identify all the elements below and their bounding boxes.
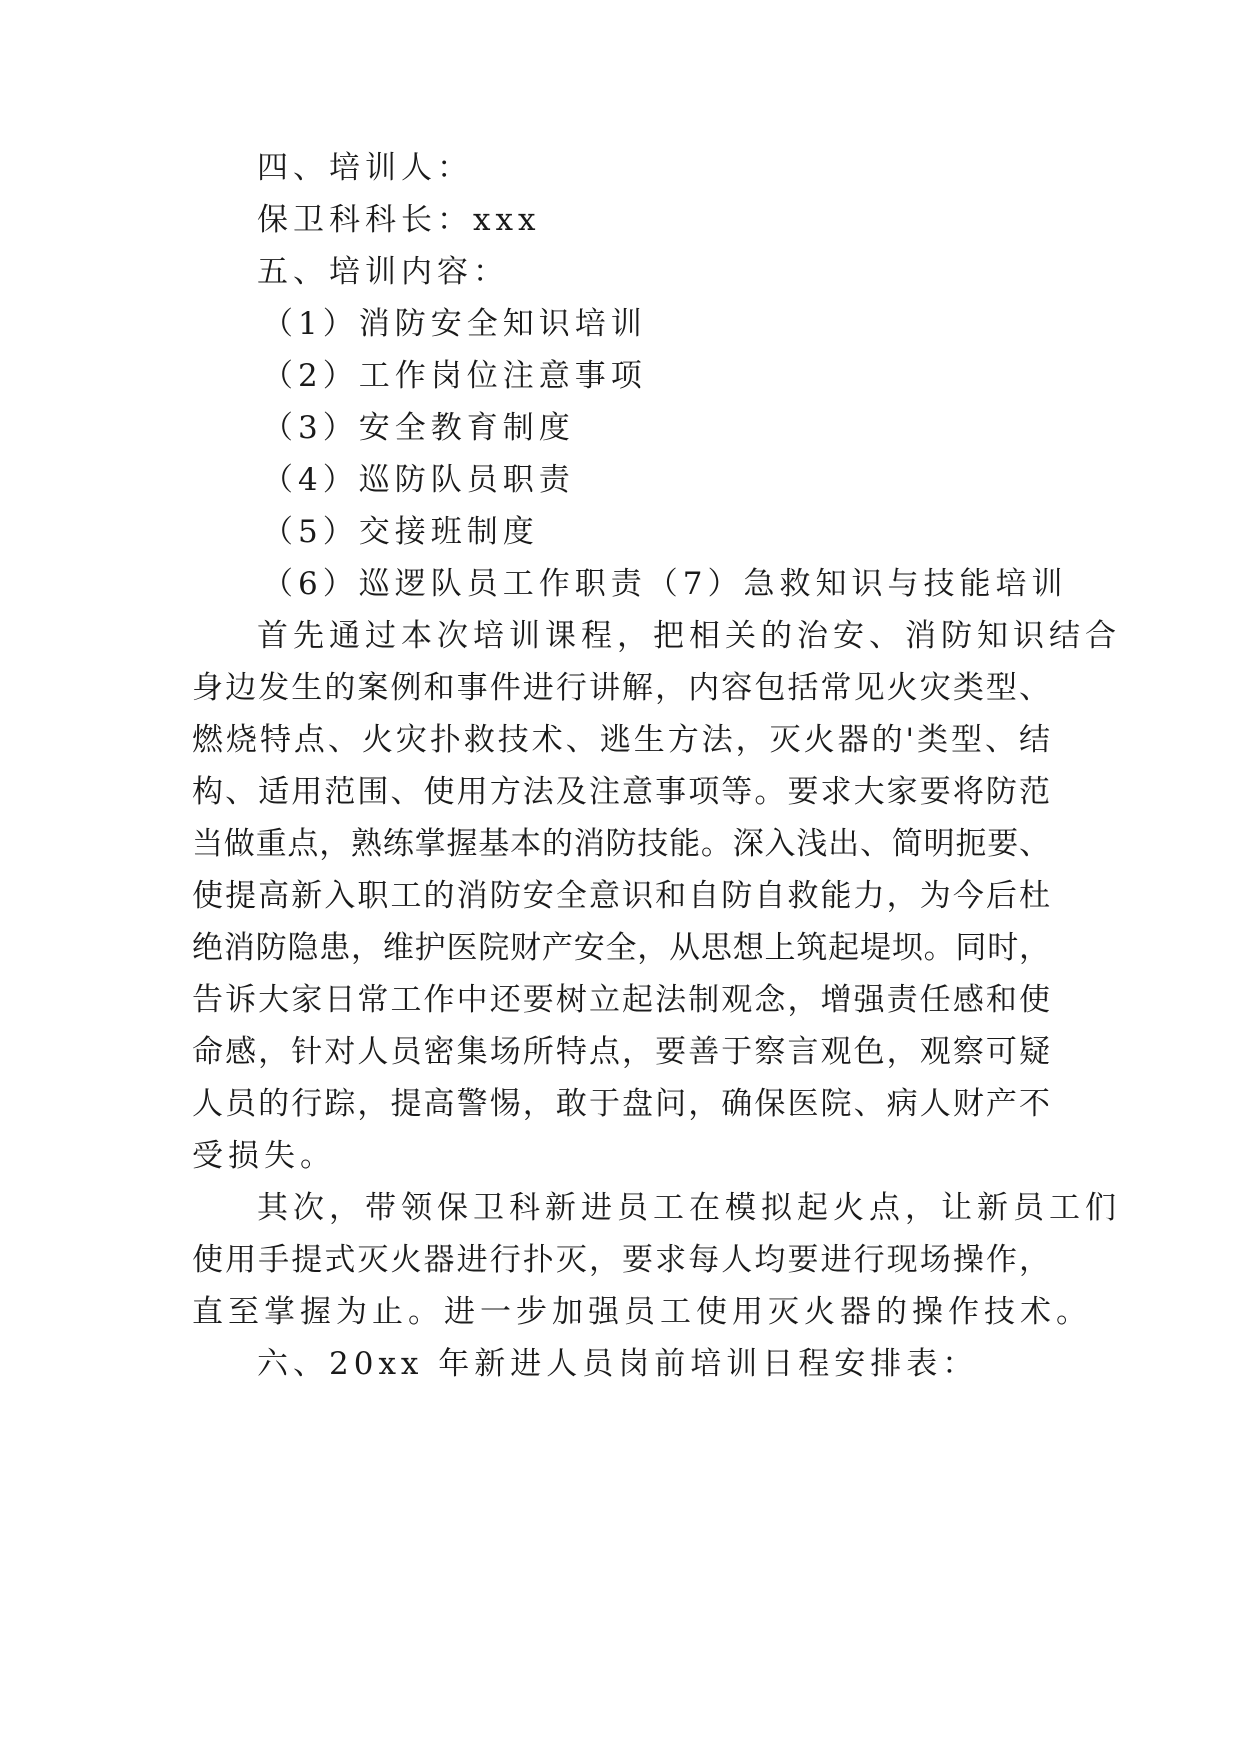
paragraph1-line-7 — [192, 928, 1050, 968]
trainer-value: 保卫科科长：xxx — [257, 202, 541, 238]
paragraph1-line-2-text: 身边发生的案例和事件进行讲解，内容包括常见火灾类型、 — [192, 670, 1050, 706]
paragraph1-line-5-text: 当做重点，熟练掌握基本的消防技能。深入浅出、简明扼要、 — [192, 826, 1050, 862]
paragraph1-line-8-text: 告诉大家日常工作中还要树立起法制观念，增强责任感和使 — [192, 982, 1050, 1018]
paragraph1-line-4 — [192, 772, 1050, 812]
paragraph1-line-10 — [192, 1084, 1050, 1124]
paragraph1-line-9-text: 命感，针对人员密集场所特点，要善于察言观色，观察可疑 — [192, 1034, 1050, 1070]
paragraph1-line-2 — [192, 668, 1050, 708]
paragraph1-line-3 — [192, 720, 1050, 760]
paragraph1-line-11: 受损失。 — [192, 1138, 336, 1174]
paragraph1-line-7-text: 绝消防隐患，维护医院财产安全，从思想上筑起堤坝。同时， — [192, 930, 1050, 966]
paragraph1-line-8 — [192, 980, 1050, 1020]
paragraph2-line-2-text: 使用手提式灭火器进行扑灭，要求每人均要进行现场操作， — [192, 1242, 1050, 1278]
paragraph1-line-10-text: 人员的行踪，提高警惕，敢于盘问，确保医院、病人财产不 — [192, 1086, 1050, 1122]
content-heading: 五、培训内容： — [257, 254, 509, 290]
content-item-1: （1）消防安全知识培训 — [262, 306, 647, 342]
content-item-3: （3）安全教育制度 — [262, 410, 575, 446]
schedule-heading: 六、20xx 年新进人员岗前培训日程安排表： — [257, 1346, 979, 1382]
paragraph1-line-4-text: 构、适用范围、使用方法及注意事项等。要求大家要将防范 — [192, 774, 1050, 810]
paragraph1-line-5 — [192, 824, 1050, 864]
paragraph1-line-3-text: 燃烧特点、火灾扑救技术、逃生方法，灭火器的'类型、结 — [192, 722, 1050, 758]
paragraph2-line-3: 直至掌握为止。进一步加强员工使用灭火器的操作技术。 — [192, 1294, 1092, 1330]
trainer-heading: 四、培训人： — [257, 150, 473, 186]
paragraph2-line-1: 其次，带领保卫科新进员工在模拟起火点，让新员工们 — [257, 1190, 1121, 1226]
content-item-6: （6）巡逻队员工作职责（7）急救知识与技能培训 — [262, 566, 1068, 602]
paragraph1-line-9 — [192, 1032, 1050, 1072]
paragraph1-line-1: 首先通过本次培训课程，把相关的治安、消防知识结合 — [257, 618, 1121, 654]
content-item-5: （5）交接班制度 — [262, 514, 539, 550]
content-item-4: （4）巡防队员职责 — [262, 462, 575, 498]
paragraph1-line-6 — [192, 876, 1050, 916]
paragraph2-line-2 — [192, 1240, 1050, 1280]
content-item-2: （2）工作岗位注意事项 — [262, 358, 647, 394]
paragraph1-line-6-text: 使提高新入职工的消防安全意识和自防自救能力，为今后杜 — [192, 878, 1050, 914]
